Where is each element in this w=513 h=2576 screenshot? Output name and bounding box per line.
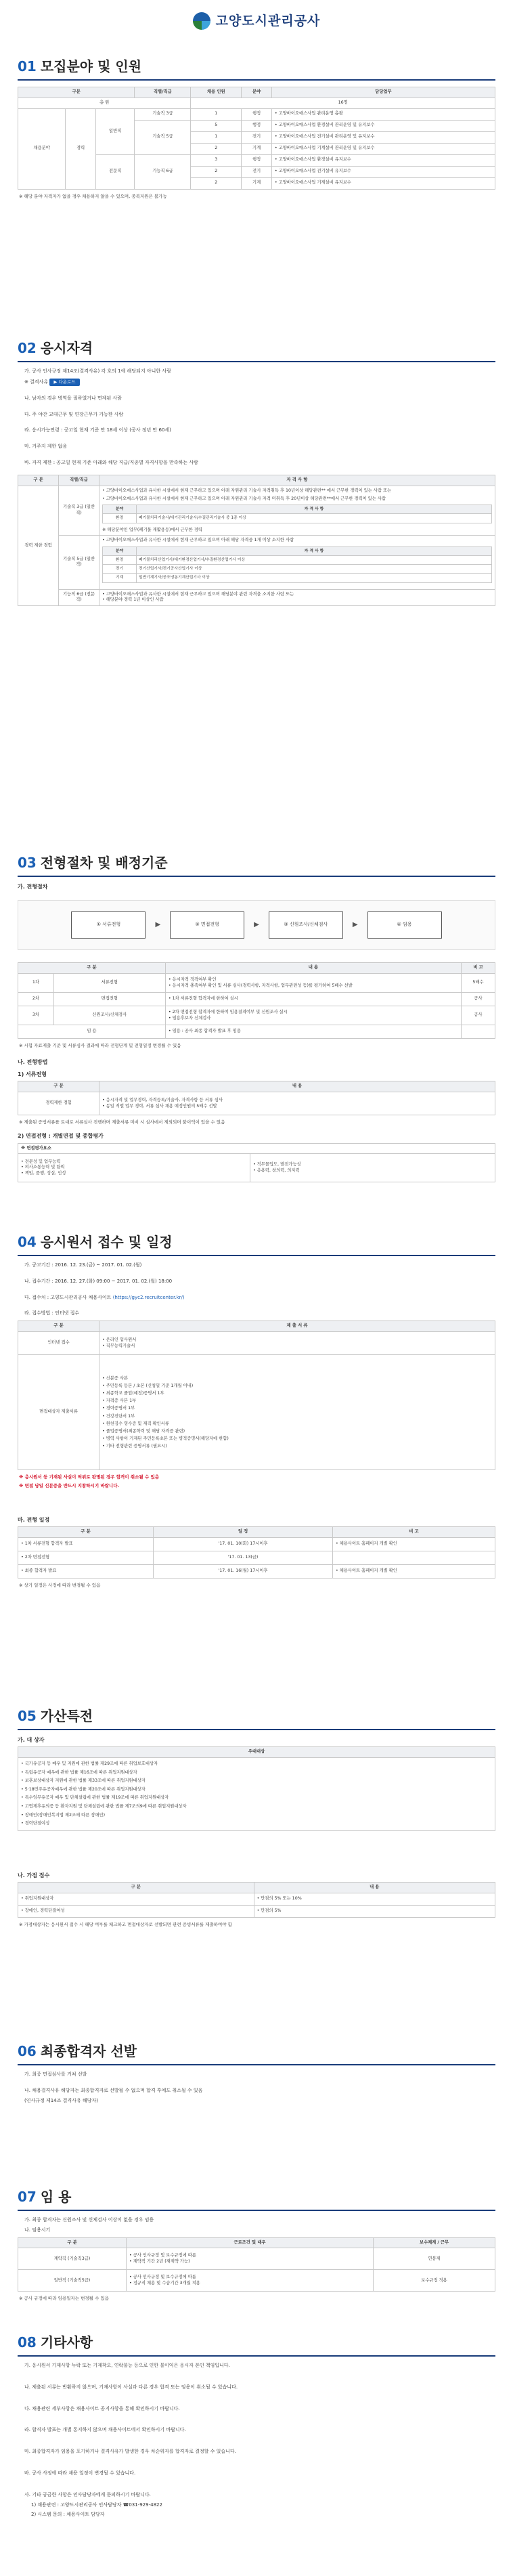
bonus-item: • 독립유공자 예우에 관한 법률 제16조에 따른 취업지원대상자 [21, 1769, 492, 1778]
other-item: 가. 응시원서 기재사항 누락 또는 기재착오, 연락불능 등으로 인한 불이익은 응시자 본인 책임입니다. [24, 2363, 230, 2368]
process-flow [18, 900, 495, 950]
appt-pay: 연봉제 [374, 2248, 495, 2270]
col-header: 비 고 [462, 963, 495, 974]
final-item: 나. 채용결격사유 해당자는 최종합격자로 선발될 수 없으며 합격 후에도 취소될 수 있음 [24, 2087, 203, 2093]
stage-name: 면접전형 [53, 993, 165, 1006]
recruit-site-link[interactable]: (https://gyc2.recruitcenter.kr/) [112, 1294, 185, 1300]
eval-item: • 전문성 및 업무능력 [21, 1159, 247, 1165]
col-header: 구 분 [18, 1527, 154, 1538]
bonus-item: • 5·18민주유공자예우에 관한 법률 제20조에 따른 취업지원대상자 [21, 1786, 492, 1795]
sched-note: • 채용사이트 홈페이지 개별 확인 [333, 1565, 495, 1579]
other-item: 바. 공사 사정에 따라 채용 일정이 변경될 수 있습니다. [24, 2470, 136, 2476]
section-heading: 기타사항 [40, 2334, 93, 2350]
doc-type: 면접대상자 제출서류 [18, 1355, 99, 1470]
sub-heading: 가. 전형절차 [18, 884, 48, 890]
qual-text: • 고양바이오매스사업과 유사한 시설에서 현재 근무하고 있으며 아래 해당 자격중 1개 이상 소지한 사람 [102, 538, 294, 543]
qual-cell [99, 536, 495, 589]
section-title [18, 1706, 495, 1730]
qual-cell [99, 589, 495, 606]
col-header: 내 용 [165, 963, 461, 974]
header [18, 0, 495, 42]
col-header: 직렬/직급 [135, 87, 191, 98]
stage-note: 5배수 [462, 974, 495, 993]
contact-item: 1) 채용관련 : 고양도시관리공사 인사담당자 ☎031-929-4822 [31, 2502, 162, 2508]
col-header: 내 용 [254, 1882, 495, 1893]
col-header: 구 분 [18, 1081, 99, 1092]
section-heading: 모집분야 및 인원 [40, 58, 142, 74]
section-number: 05 [18, 1708, 37, 1724]
stage-note: 공사 [462, 1006, 495, 1025]
elig-item: 라. 응시가능연령 : 공고일 현재 기준 만 18세 이상 (공사 정년 만 60세) [24, 427, 171, 433]
submit-docs-table [18, 1321, 495, 1470]
doc-list [99, 1355, 495, 1470]
qual-text: • 고양바이오매스사업과 유사한 시설에서 현재 근무하고 있으며 아래 자원관리 기술사 자격 미취득 후 20년이상 해당관련**에서 근무한 경력이 있는 사람 [102, 496, 386, 501]
task-cell: • 고양바이오매스사업 환경설비 유지보수 [271, 154, 495, 166]
area-cell: 기계 [242, 177, 272, 189]
flow-step: ② 면접전형 [170, 911, 244, 939]
section-number: 07 [18, 2189, 37, 2205]
total-value: 16명 [191, 98, 495, 108]
col-header: 직렬/직급 [59, 475, 99, 486]
warning-note: ※ 응시원서 등 기재된 사실이 허위로 판명된 경우 합격이 취소될 수 있음 [19, 1474, 160, 1480]
doc-item: • 자격증 사본 1부 [102, 1397, 492, 1404]
col-header: 보수체계 / 근무 [374, 2237, 495, 2248]
download-button[interactable]: ▶ 다운로드 [49, 379, 79, 386]
count-cell: 2 [191, 166, 242, 177]
stage-cell: 2차 [18, 993, 54, 1006]
qual-text: • 고양바이오매스사업과 유사한 시설에서 현재 근무하고 있으며 아래 자원관리 기술사 자격취득 후 10년이상 해당관련** 에서 근무한 경력이 있는 사람 또는 [102, 488, 392, 493]
stage-content: • 1차 서류전형 합격자에 한하여 실시 [165, 993, 461, 1006]
appt-note: ※ 공사 규정에 따라 임용일자는 변경될 수 있음 [19, 2296, 109, 2302]
elig-item: 바. 자격 제한 : 공고일 현재 기준 아래와 해당 직급/직종별 자격사항을 만족하는 사람 [24, 460, 198, 466]
task-cell: • 고양바이오매스사업 전기설비 관리운영 및 유지보수 [271, 131, 495, 143]
doc-item: • 병역 사항이 기재된 주민등록초본 또는 병적증명서(해당자에 한함) [102, 1435, 492, 1442]
appt-item: 가. 최종 합격자는 신원조사 및 신체검사 이상이 없을 경우 임용 [24, 2217, 154, 2223]
sub-heading: 2) 면접전형 : 개별면접 및 종합평가 [18, 1133, 104, 1140]
doc-note: ※ 제출된 증빙서류를 토대로 서류심사 진행하며 제출서류 미비 시 심사에서 제외되며 불이익이 있을 수 있음 [19, 1119, 225, 1125]
elig-item: 나. 남자의 경우 병역을 필하였거나 면제된 사람 [24, 395, 122, 401]
count-cell: 3 [191, 154, 242, 166]
col-header: 분야 [103, 547, 137, 556]
section-eligibility [18, 339, 495, 610]
bonus-item: • 장애인(장애인복지법 제2조에 따른 장애인) [21, 1811, 492, 1820]
doc-item: • 원천징수 영수증 및 재직 확인서류 [102, 1420, 492, 1427]
col-header: 자 격 사 항 [99, 475, 495, 486]
col-header: 구 분 [18, 963, 166, 974]
section-heading: 응시원서 접수 및 일정 [40, 1234, 173, 1250]
bonus-item: • 국가유공자 등 예우 및 지원에 관한 법률 제29조에 따른 취업보호대상자 [21, 1760, 492, 1769]
stage-note [462, 1025, 495, 1039]
section-title [18, 2333, 495, 2357]
grade-cell: 기능직 6급 [135, 154, 191, 189]
bonus-type: • 취업지원대상자 [18, 1893, 254, 1905]
elig-item [24, 379, 495, 386]
qual-cell: 폐기물처리기술사/대기관리기술사/수질관리기술사 중 1종 이상 [137, 514, 492, 523]
group-cell: 일반직 [95, 108, 134, 154]
sub-heading: 나. 가점 점수 [18, 1872, 50, 1879]
method-item: • 동일 직렬 업무 경력, 서류 심사 채용 예정인원의 5배수 선발 [102, 1104, 492, 1110]
eval-item: • 책임, 품행, 성실, 인성 [21, 1171, 247, 1177]
eval-col [18, 1154, 250, 1182]
col-header: 구 분 [18, 475, 59, 486]
area-cell: 전기 [242, 166, 272, 177]
disq-label: ※ 결격사유 [24, 379, 49, 385]
doc-type: 인터넷 접수 [18, 1332, 99, 1355]
count-cell: 1 [191, 131, 242, 143]
section-title [18, 339, 495, 362]
doc-item: • 직무능력기술서 [102, 1344, 492, 1350]
col-header: 자 격 사 항 [137, 505, 492, 514]
sched-item: • 1차 서류전형 합격자 발표 [18, 1538, 154, 1551]
app-item: 나. 접수기간 : 2016. 12. 27.(화) 09:00 ~ 2017. 01. 02.(월) 18:00 [24, 1278, 173, 1284]
eval-heading: ※ 면접평가요소 [18, 1143, 495, 1154]
qual-note: ※ 해당분야인 업무(폐기물 재활용등)에서 근무한 경력 [102, 527, 202, 532]
flow-step: ① 서류전형 [71, 911, 146, 939]
grade-cell: 기능직 6급 (전문직) [59, 589, 99, 606]
sched-note [333, 1551, 495, 1565]
doc-item: • 최종학교 졸업(예정)증명서 1부 [102, 1390, 492, 1397]
contact-item: 2) 시스템 문의 : 채용사이트 담당자 [31, 2512, 105, 2518]
appointment-table [18, 2237, 495, 2292]
area-cell: 행정 [242, 154, 272, 166]
appt-type: 계약직 (기술직3급) [18, 2248, 127, 2270]
doc-item: • 기타 전형관련 증명서류 (필요시) [102, 1442, 492, 1450]
grade-cell: 기술직 3급 [135, 108, 191, 120]
flow-step: ④ 임용 [367, 911, 442, 939]
col-header: 분야 [242, 87, 272, 98]
bonus-score: • 만점의 5% 또는 10% [254, 1893, 495, 1905]
qualification-table [18, 475, 495, 606]
col-header: 비 고 [333, 1527, 495, 1538]
recruit-note: ※ 해당 분야 자격자가 없을 경우 채용하지 않을 수 있으며, 중복지원은 불가능 [19, 193, 167, 199]
bonus-score: • 만점의 5% [254, 1905, 495, 1917]
task-cell: • 고양바이오매스사업 기계설비 유지보수 [271, 177, 495, 189]
bonus-item: • 고엽제후유의증 등 환자지원 및 단체설립에 관한 법률 제7조의9에 따른 취업지원대상자 [21, 1803, 492, 1811]
section-bonus [18, 1706, 495, 1931]
eval-col [250, 1154, 495, 1182]
section-final [18, 2042, 495, 2107]
section-number: 03 [18, 855, 37, 871]
col-header: 자 격 사 항 [137, 547, 492, 556]
stage-cell: 1차 [18, 974, 54, 993]
sched-item: • 2차 면접전형 [18, 1551, 154, 1565]
task-cell: • 고양바이오매스사업 관리운영 총괄 [271, 108, 495, 120]
recruit-table [18, 87, 495, 190]
inner-table [102, 546, 492, 582]
section-heading: 임 용 [40, 2189, 72, 2205]
doc-item: • 경력증명서 1부 [102, 1404, 492, 1412]
stage-name: 신원조사/신체검사 [53, 1006, 165, 1025]
bonus-target-table [18, 1746, 495, 1831]
doc-item: • 건강진단서 1부 [102, 1413, 492, 1420]
other-item: 사. 기타 궁금한 사항은 인사담당자에게 문의하시기 바랍니다. [24, 2491, 151, 2497]
arrow-right-icon: ▶ [254, 921, 259, 929]
schedule-table [18, 1526, 495, 1579]
sched-note: • 채용사이트 홈페이지 개별 확인 [333, 1538, 495, 1551]
field-cell: 경력 [66, 108, 96, 189]
count-cell: 1 [191, 108, 242, 120]
doc-item: • 주민등록 등본 / 초본 (신청일 기준 1개월 이내) [102, 1382, 492, 1390]
grade-cell: 기술직 3급 (일반직) [59, 486, 99, 536]
eval-item: • 응용력, 창의력, 의지력 [253, 1168, 492, 1174]
bonus-note: ※ 가점대상자는 응시원서 접수 시 해당 여부를 체크하고 면접대상자로 선발되면 관련 증빙서류를 제출하여야 함 [19, 1921, 232, 1927]
method-item: • 응시자격 및 업무경력, 자격등록/기술사, 자격사항 등 서류 심사 [102, 1098, 492, 1104]
final-item: 가. 최종 면접심사를 거쳐 선발 [24, 2071, 87, 2077]
bonus-item: • 특수임무유공자 예우 및 단체설립에 관한 법률 제19조에 따른 취업지원대상자 [21, 1794, 492, 1803]
section-appointment [18, 2187, 495, 2305]
doc-item: • 온라인 입사원서 [102, 1337, 492, 1344]
area-cell: 기계 [242, 143, 272, 154]
section-number: 08 [18, 2334, 37, 2350]
section-title [18, 853, 495, 877]
stage-content: • 응시자격 적격여부 확인 • 응시자격 충족여부 확인 및 서류 심사(경력사항, 자격사항, 업무관련성 등)를 평가하여 5배수 선발 [165, 974, 461, 993]
sched-date: '17. 01. 13(금) [154, 1551, 333, 1565]
task-cell: • 고양바이오매스사업 전기설비 유지보수 [271, 166, 495, 177]
appt-item: 나. 임용시기 [24, 2227, 51, 2233]
area-cell: 환경 [103, 556, 137, 565]
col-header: 근로조건 및 대우 [127, 2237, 374, 2248]
section-number: 06 [18, 2043, 37, 2059]
site-label: 다. 접수처 : 고양도시관리공사 채용사이트 [24, 1294, 112, 1300]
col-header: 구 분 [18, 2237, 127, 2248]
qual-text: • 고양바이오매스사업과 유사한 시설에서 현재 근무하고 있으며 해당분야 관련 자격을 소지한 사람 또는 [102, 591, 294, 597]
section-title [18, 1232, 495, 1256]
col-header: 구분 [18, 87, 135, 98]
app-item [24, 1295, 495, 1302]
process-note: ※ 시험 자료제출 기준 및 서류심사 결과에 따라 전형단계 및 전형일정 변경될 수 있음 [19, 1043, 181, 1048]
warning-note: ※ 면접 당일 신분증을 반드시 지참하시기 바랍니다. [19, 1483, 119, 1489]
qual-cell: 전기산업기사/전기공사산업기사 이상 [137, 565, 492, 574]
stage-name: 서류전형 [53, 974, 165, 993]
section-number: 02 [18, 340, 37, 356]
stage-cell: 임 용 [18, 1025, 166, 1039]
group-cell: 전문직 [95, 154, 134, 189]
sub-heading: 나. 전형방법 [18, 1059, 48, 1066]
bonus-score-table [18, 1882, 495, 1918]
qual-cell [99, 486, 495, 536]
col-header: 구 분 [18, 1882, 254, 1893]
elig-item: 마. 거주지 제한 없음 [24, 444, 67, 450]
method-content [99, 1092, 495, 1115]
doc-item: • 신분증 사본 [102, 1375, 492, 1382]
section-heading: 가산특전 [40, 1708, 93, 1724]
section-other [18, 2333, 495, 2522]
sub-heading: 마. 전형 일정 [18, 1517, 50, 1524]
total-label: 총 원 [18, 98, 191, 108]
col-header: 구 분 [18, 1321, 99, 1332]
section-title [18, 2042, 495, 2065]
interview-table [18, 1143, 495, 1183]
org-name: 고양도시관리공사 [215, 13, 321, 28]
other-item: 마. 최종합격자가 임용을 포기하거나 결격사유가 발생한 경우 차순위자를 합격자로 결정할 수 있습니다. [24, 2449, 236, 2455]
sched-item: • 최종 합격자 발표 [18, 1565, 154, 1579]
count-cell: 2 [191, 143, 242, 154]
category-cell: 경력 제한 경험 [18, 486, 59, 606]
section-application [18, 1232, 495, 1591]
section-heading: 전형절차 및 배정기준 [40, 855, 168, 871]
dept-cell: 채용분야 [18, 108, 66, 189]
section-heading: 응시자격 [40, 340, 93, 356]
appt-type: 일반직 (기술직5급) [18, 2270, 127, 2292]
elig-item: 가. 공사 인사규정 제14조(결격사유) 각 호의 1에 해당되지 아니한 사람 [24, 368, 171, 374]
stage-content: • 2차 면접전형 합격자에 한하여 임용결격여부 및 신원조사 실시 • 임용후보자 신체검사 [165, 1006, 461, 1025]
col-header: 제 출 서 류 [99, 1321, 495, 1332]
section-title [18, 2187, 495, 2211]
bonus-item: • 경력단절여성 [21, 1820, 492, 1828]
appt-pay: 보수규정 적용 [374, 2270, 495, 2292]
arrow-right-icon: ▶ [155, 921, 161, 929]
task-cell: • 고양바이오매스사업 기계설비 관리운영 및 유지보수 [271, 143, 495, 154]
area-cell: 행정 [242, 108, 272, 120]
section-heading: 최종합격자 선발 [40, 2043, 137, 2059]
sched-date: '17. 01. 10(화) 17시이후 [154, 1538, 333, 1551]
elig-item: 다. 주 야간 교대근무 및 연장근무가 가능한 사람 [24, 411, 124, 417]
area-cell: 환경 [103, 514, 137, 523]
bonus-list [18, 1758, 495, 1831]
final-item: (인사규정 제14조 결격사유 해당자) [24, 2097, 98, 2103]
col-header: 담당업무 [271, 87, 495, 98]
doc-screening-table [18, 1081, 495, 1115]
flow-step: ③ 신원조사/신체검사 [269, 911, 343, 939]
inner-table [102, 505, 492, 523]
task-cell: • 고양바이오매스사업 환경설비 관리운영 및 유지보수 [271, 120, 495, 131]
eval-item: • 의사소통능력 및 팀웍 [21, 1165, 247, 1171]
appt-condition: • 공사 인사규정 및 보수규정에 따름 • 계약직 기간 2년 (재계약 가능) [127, 2248, 374, 2270]
section-process [18, 853, 495, 1186]
stage-cell: 3차 [18, 1006, 54, 1025]
grade-cell: 기술직 5급 (일반직) [59, 536, 99, 589]
appt-condition: • 공사 인사규정 및 보수규정에 따름 • 정규직 채용 및 수습기간 3개월 적용 [127, 2270, 374, 2292]
col-header: 분야 [103, 505, 137, 514]
col-header: 채용 인원 [191, 87, 242, 98]
method-cell: 경력제한 경험 [18, 1092, 99, 1115]
area-cell: 기계 [103, 574, 137, 582]
col-header: 내 용 [99, 1081, 495, 1092]
section-title [18, 57, 495, 81]
schedule-note: ※ 상기 일정은 사정에 따라 변경될 수 있음 [19, 1583, 101, 1589]
arrow-right-icon: ▶ [352, 921, 358, 929]
area-cell: 전기 [103, 565, 137, 574]
sub-heading: 가. 대 상자 [18, 1737, 45, 1743]
bonus-item: • 보훈보상대상자 지원에 관한 법률 제33조에 따른 취업지원대상자 [21, 1777, 492, 1786]
stage-note: 공사 [462, 993, 495, 1006]
doc-item: • 졸업증명서(최종학력 및 해당 자격증 관련) [102, 1427, 492, 1435]
stage-content: • 임용 : 공사 최종 합격자 발표 후 임용 [165, 1025, 461, 1039]
doc-list [99, 1332, 495, 1355]
process-table [18, 962, 495, 1039]
grade-cell: 기술직 5급 [135, 120, 191, 154]
section-number: 04 [18, 1234, 37, 1250]
qual-cell: 폐기물처리산업기사/대기환경산업기사/수질환경산업기사 이상 [137, 556, 492, 565]
count-cell: 2 [191, 177, 242, 189]
bonus-type: • 장애인, 경력단절여성 [18, 1905, 254, 1917]
section-number: 01 [18, 58, 37, 74]
org-logo-icon [193, 12, 210, 30]
area-cell: 전기 [242, 131, 272, 143]
sched-date: '17. 01. 16(월) 17시이후 [154, 1565, 333, 1579]
other-item: 다. 채용관련 세부사항은 채용사이트 공지사항을 통해 확인하시기 바랍니다. [24, 2405, 180, 2411]
col-header: 일 정 [154, 1527, 333, 1538]
app-item: 가. 공고기간 : 2016. 12. 23.(금) ~ 2017. 01. 02.(월) [24, 1262, 142, 1268]
area-cell: 행정 [242, 120, 272, 131]
other-item: 라. 합격자 발표는 개별 통지하지 않으며 채용사이트에서 확인하시기 바랍니다. [24, 2427, 186, 2433]
eval-item: • 직무몰입도, 발전가능성 [253, 1162, 492, 1168]
qual-text: • 해당분야 경력 1년 이상인 사람 [102, 597, 164, 603]
section-recruitment [18, 57, 495, 202]
app-item: 라. 접수방법 : 인터넷 접수 [24, 1310, 80, 1316]
sub-heading: 1) 서류전형 [18, 1071, 47, 1078]
count-cell: 5 [191, 120, 242, 131]
qual-cell: 일반기계기사/공조냉동기계산업기사 이상 [137, 574, 492, 582]
col-header: 우대대상 [18, 1747, 495, 1758]
other-item: 나. 제출된 서류는 반환하지 않으며, 기재사항이 사실과 다른 경우 합격 또는 임용이 취소될 수 있습니다. [24, 2384, 238, 2390]
